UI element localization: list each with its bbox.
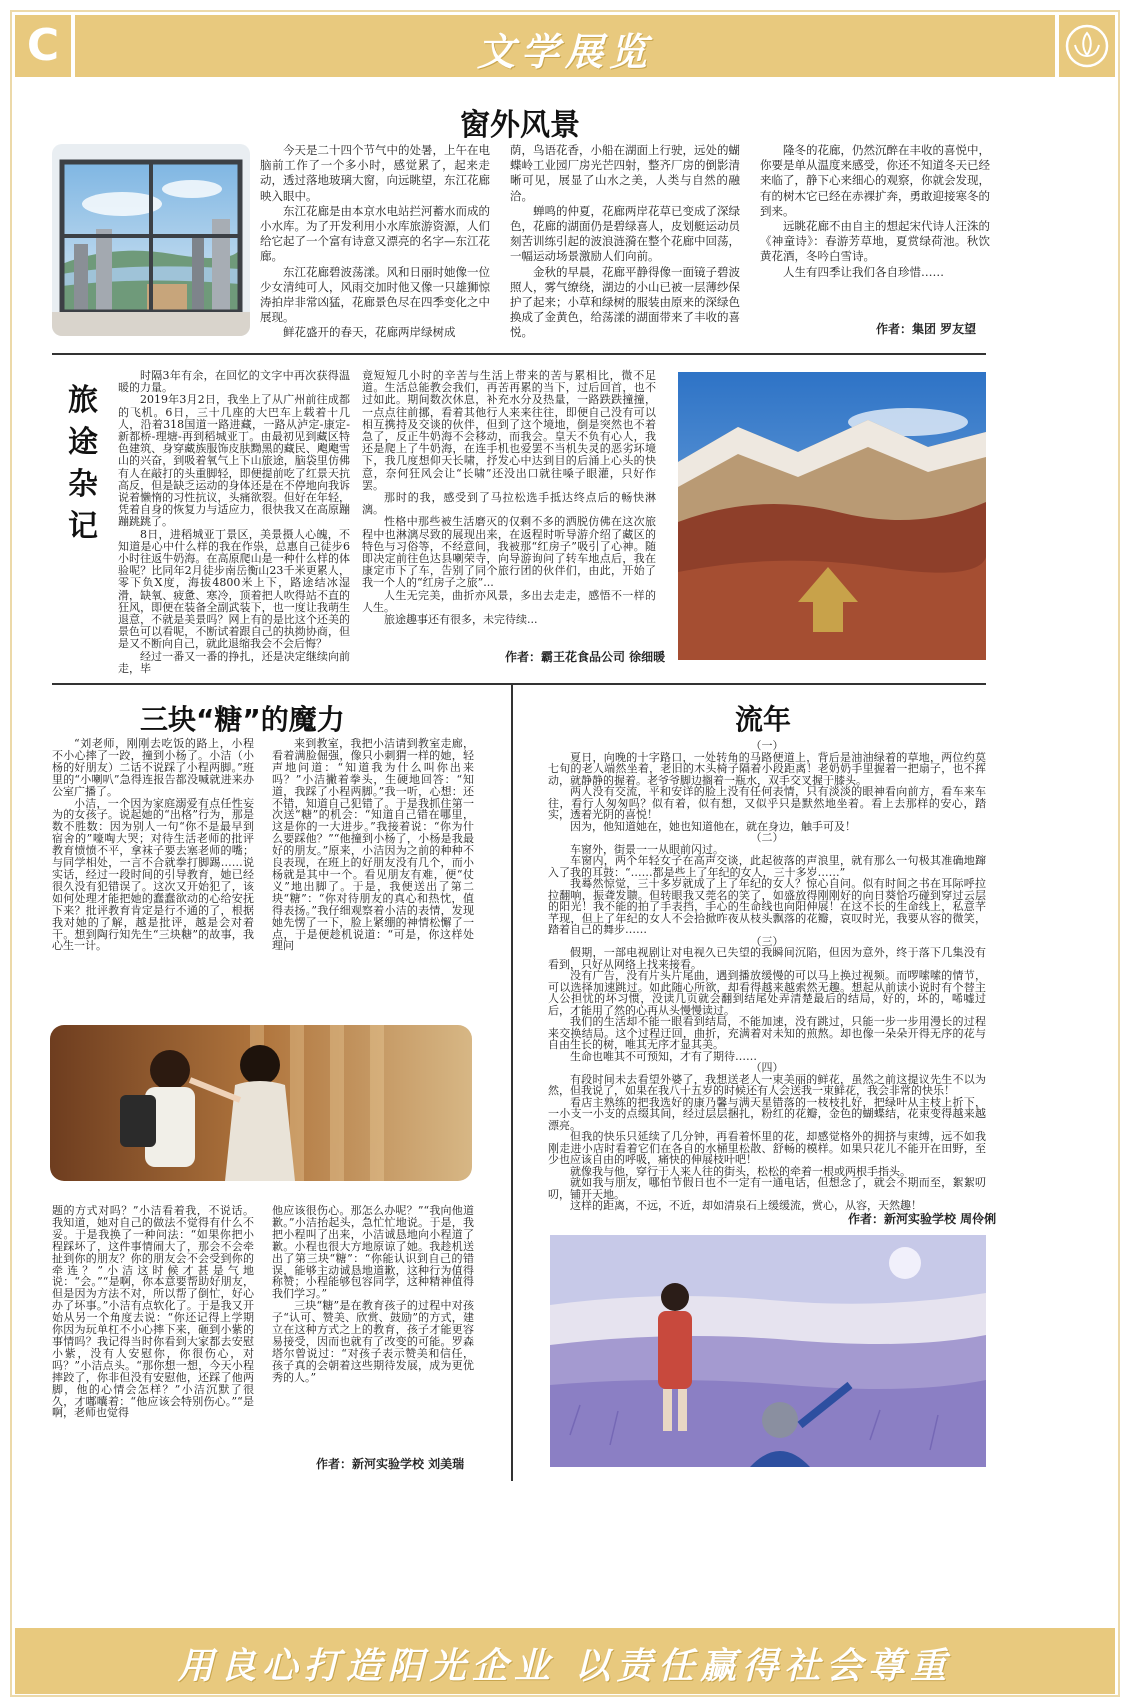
article2-title: 旅途杂记 (68, 383, 98, 544)
paragraph: 今天是二十四个节气中的处暑，上午在电脑前工作了一个多小时，感觉累了，起来走动，透过落地玻璃大窗，向远眺望，东江花廊映入眼中。 (260, 143, 490, 203)
paragraph: 性格中那些被生活磨灭的仅剩不多的洒脱仿佛在这次旅程中也淋漓尽致的展现出来，在返程时听导游介绍了藏区的特色与习俗等，不经意间，我被那“红房子”吸引了心神。随即决定前往色达县喇荣寺，向导游询问了转车地点后，我在康定市下了车，告别了同个旅行团的伙伴们，由此，开始了我一个人的“红房子之旅”... (362, 515, 656, 590)
article2-col1 (118, 370, 350, 675)
article4-body (548, 740, 986, 1212)
paragraph: 蝉鸣的仲夏，花廊两岸花草已变成了深绿色，花廊的湖面仍是碧绿喜人，皮划艇运动员刻苦训练引起的波浪涟漪在整个花廊中回荡，一幅运动场景激励人们向前。 (510, 203, 740, 264)
tibet-red-houses-photo (678, 372, 986, 660)
column-divider (511, 683, 513, 1481)
article1-title: 窗外风景 (460, 108, 580, 143)
divider (52, 683, 986, 685)
article1-col1 (260, 143, 490, 341)
article2-col2 (362, 370, 656, 626)
window-view-photo (52, 144, 250, 336)
section-badge: C (15, 15, 71, 77)
paragraph: 荫，鸟语花香，小船在湖面上行驶，远处的蝴蝶岭工业园厂房光芒四射，整齐厂房的倒影清晰可见，展显了山水之美，人类与自然的融洽。 (510, 143, 740, 203)
paragraph: 来到教室，我把小洁请到教室走廊，看着满脸倔强，像只小刺猬一样的她，轻声地问道：“知道我为什么叫你出来吗？”小洁撇着拳头，生硬地回答：“知道，我踩了小程两脚。”我一听，心想：还不错，知道自己犯错了。于是我抓住第一次送“糖”的机会：“知道自己错在哪里，这是你的一大进步。”我接着说：“你为什么要踩他？”“他撞到小杨了，小杨是我最好的朋友。”原来，小洁因为之前的种种不良表现，在班上的好朋友没有几个，而小杨就是其中一个。看见朋友有难，便“仗义”地出脚了。于是，我便送出了第二块“糖”：“你对待朋友的真心和热忱，值得表扬。”我仔细观察着小洁的表情，发现她先愣了一下，脸上紧绷的神情松懈了一点，于是便趁机说道：“可是，你这样处理问 (272, 737, 474, 953)
header-band (75, 15, 1055, 77)
paragraph: 夏日，向晚的十字路口，一处转角的马路便道上，背后是油油绿着的草地，两位约莫七旬的老人端然坐着，老旧的木头椅子隔着小段距离！老奶奶手里握着一把扇子，也不挥动，就静静的握着。老爷爷脚边搁着一瓶水，双手交叉握于膝头。 (548, 750, 986, 787)
paragraph: 他应该很伤心。那怎么办呢？”“我向他道歉。”小洁抬起头，急忙忙地说。于是，我把小程叫了出来，小洁诚恳地向小程道了歉。小程也很大方地原谅了她。我趁机送出了第三块“糖”：“你能认识到自己的错误，能够主动诚恳地道歉，这种行为值得称赞；小程能够包容同学，这种精神值得我们学习。” (272, 1204, 474, 1301)
paragraph: 小洁，一个因为家庭溺爱有点任性妄为的女孩子。说起她的“出格”行为，那是数不胜数：因为别人一句“你不是最早到宿舍的”嚎啕大哭；对待生活老师的批评教育愤愤不平，拿袜子要去塞老师的嘴；与同学相处，一言不合就拳打脚踢……说实话，经过一段时间的引导教育，她已经很久没有犯错误了。这次又开始犯了，该如何处理才能把她的蠢蠢欲动的心给安抚下来？批评教育肯定是行不通的了，根据我对她的了解，越是批评，越是会对着干。想到陶行知先生“三块糖”的故事，我心生一计。 (52, 796, 254, 953)
paragraph: 三块“糖”是在教育孩子的过程中对孩子“认可、赞美、欣赏、鼓励”的方式，建立在这种方式之上的教育，孩子才能更容易接受，因而也就有了改变的可能。罗森塔尔曾说过：“对孩子表示赞美和信任，孩子真的会朝着这些期待发展，成为更优秀的人。” (272, 1299, 474, 1384)
paragraph: 隆冬的花廊，仍然沉醉在丰收的喜悦中，你要是单从温度来感受，你还不知道冬天已经来临了，静下心来细心的观察，你就会发现，有的树木它已经在赤裸扩奔，勇敢迎接寒冬的到来。 (760, 143, 990, 218)
lavender-field-illustration (550, 1235, 986, 1467)
paragraph: 人生无完美，曲折亦风景，多出去走走，感悟不一样的人生。 (362, 588, 656, 614)
paragraph: 但我的快乐只延续了几分钟，再看着怀里的花，却感觉格外的拥挤与束缚，远不如我刚走进小店时看着它们在各自的水桶里松散、舒畅的模样。如果只花儿不能开在田野，至少也应该自由的呼吸，痛快的伸展枝叶吧！ (548, 1130, 986, 1166)
paragraph: 时隔3年有余，在回忆的文字中再次获得温暖的力量。 (118, 369, 350, 395)
footer-slogan: 用良心打造阳光企业 以责任赢得社会尊重 (177, 1645, 953, 1687)
page-title: 文学展览 (476, 29, 653, 74)
page-footer (15, 1628, 1115, 1694)
article1-col2 (510, 143, 740, 341)
paragraph: 远眺花廊不由自主的想起宋代诗人汪洙的《神童诗》：春游芳草地，夏赏绿荷池。秋饮黄花酒，冬吟白雪诗。 (760, 219, 990, 264)
page-header (15, 15, 1115, 77)
paragraph: 就如我与朋友，哪怕节假日也不一定有一通电话，但想念了，就会不期而至，絮絮叨叨，铺开天地。 (548, 1176, 986, 1201)
paragraph: 东江花廊碧波荡漾。风和日丽时她像一位少女清纯可人，风雨交加时他又像一只雄狮惊涛拍岸非常凶猛，花廊景色尽在四季变化之中展现。 (260, 264, 490, 325)
article4-title: 流年 (735, 703, 792, 736)
paragraph: 题的方式对吗？”小洁看着我，不说话。我知道，她对自己的做法不觉得有什么不妥。于是我换了一种问法：“如果你把小程踩坏了，这件事情闹大了，那会不会牵扯到你的朋友？你的朋友会不会受到你的牵连？”小洁这时候才甚是气地说：“会。”“是啊，你本意要帮助好朋友，但是因为方法不对，所以帮了倒忙，好心办了坏事。”小洁有点软化了。于是我又开始从另一个角度去说：“你还记得上学期你因为玩单杠不小心摔下来，砸到小紫的事情吗？我记得当时你看到大家都去安慰小紫，没有人安慰你，你很伤心，对吗？”小洁点头。“那你想一想，今天小程摔跤了，你非但没有安慰他，还踩了他两脚，他的心情会怎样？”小洁沉默了很久，才嘟囔着：“他应该会特别伤心。”“是啊，老师也觉得 (52, 1204, 254, 1420)
paragraph: 经过一番又一番的挣扎，还是决定继续向前走，毕 (118, 649, 350, 675)
paragraph: 2019年3月2日，我坐上了从广州前往成都的飞机。6日，三十几座的大巴车上载着十几人，沿着318国道一路进藏，一路从泸定-康定-新都桥-理塘-再到稻城亚丁。由最初见到藏区特色建筑、身穿藏族服饰皮肤黝黑的藏民、飑飑雪山的兴奋，到吸着氧气上下山旅途，脑袋里仿佛有人在敲打的头重脚轻，即便提前吃了红景天抗高反，但是缺乏运动的身体还是在不停地向我诉说着懒惰的习性抗议，头痛欲裂。但好在年轻，凭着自身的恢复力与适应力，很快我又在高原蹦蹦跳跳了。 (118, 393, 350, 529)
paragraph: 东江花廊是由本京水电站拦河蓄水而成的小水库。为了开发利用小水库旅游资源，人们给它起了一个富有诗意又漂亮的名字—东江花廊。 (260, 203, 490, 264)
article2-author: 作者：霸王花食品公司 徐细暖 (505, 650, 666, 664)
article3-col2 (272, 738, 474, 952)
section-number: （四） (750, 1061, 784, 1074)
paragraph: 金秋的早晨，花廊平静得像一面镜子碧波照人，雾气缭绕，湖边的小山已被一层薄纱保护了起来；小草和绿树的服装由原来的深绿色换成了金黄色，给荡漾的湖面带来了丰收的喜悦。 (510, 264, 740, 340)
paragraph: 没有广告，没有片头片尾曲，遇到播放缓慢的可以马上换过视频。而啰嗦嗦的情节，可以选择加速跳过。如此随心所欲，却看得越来越索然无趣。想起从前读小说时有个替主人公担忧的坏习惯，没读几页就会翻到结尾处弄清楚最后的结局，好的，坏的，唏嘘过后，才能用了然的心再从头慢慢读过。 (548, 969, 986, 1017)
paragraph: 车窗内，两个年轻女子在高声交谈，此起彼落的声浪里，就有那么一句极其准确地蹿入了我的耳鼓：“……都是些上了年纪的女人，三十多岁……” (548, 854, 986, 879)
paragraph: 旅途趣事还有很多，未完待续... (384, 613, 538, 627)
teacher-student-photo (50, 1025, 472, 1181)
paragraph: 那时的我，感受到了马拉松选手抵达终点后的畅快淋漓。 (362, 491, 656, 517)
paragraph: 两人没有交流，平和安详的脸上没有任何表情，只有淡淡的眼神看向前方，看车来车往，看行人匆匆吗？似有着，似有想，又似乎只是默然地坐着。看上去那样的安心，踏实，透着光阴的喜悦！ (548, 785, 986, 821)
article3-title: 三块“糖”的魔力 (140, 703, 345, 736)
section-number: （二） (750, 831, 784, 844)
article3-col4 (272, 1205, 474, 1384)
paragraph: 这样的距离，不远，不近，却如清泉石上缓缓流，赏心，从容，天然趣！ (570, 1199, 922, 1212)
article3-author: 作者：新河实验学校 刘美瑞 (316, 1457, 465, 1471)
paragraph: 我蓦然惊觉，三十多岁就成了上了年纪的女人？惊心自问。似有时间之书在耳际呼拉拉翻响，振聋发聩。但转眼我又莞名的笑了，如盛放得刚刚好的向日葵恰巧碰到穿过云层的阳光！我不能的拍了手表挡，手心的生命线也向阳伸展！在这不长的生命线上，私意芊芊现，但上了年纪的女人不会拾掀昨夜从枝头飘落的花瓣，哀叹时光，我要从容的微笑，踏着自己的舞步…… (548, 877, 986, 936)
paragraph: 生命也唯其不可预知，才有了期待…… (570, 1049, 757, 1063)
article4-author: 作者：新河实验学校 周伶俐 (848, 1212, 997, 1226)
article3-col1 (52, 738, 254, 952)
paragraph: 因为，他知道她在，她也知道他在，就在身边，触手可及！ (570, 819, 856, 833)
paragraph: 人生有四季让我们各自珍惜…… (783, 264, 944, 279)
paragraph: 就像我与他，穿行于人来人往的街头，松松的牵着一根或两根手指头。 (570, 1164, 911, 1178)
paragraph: 车窗外，街景一一从眼前闪过。 (570, 842, 724, 856)
paragraph: 有段时间未去看望外婆了，我想送老人一束美丽的鲜花，虽然之前这提议先生不以为然，但我说了，如果在我八十五岁的时候还有人会送我一束鲜花，我会非常的快乐！ (548, 1072, 986, 1097)
lotus-logo-icon (1059, 15, 1115, 77)
article1-col3 (760, 143, 990, 280)
paragraph: 8日，进稻城亚丁景区，美景摄人心魄，不知道是心中什么样的我在作祟，总惠自己徒步6小时往返牛奶海。在高原爬山是一种什么样的体验呢？比同年2月徒步南岳衡山23千米更累人，零下负X度，海拔4800米上下，路途结冰湿滑，缺氧、疲惫、寒冷，顶着把人吹得站不直的狂风，即便在装备全副武装下，也一度让我萌生退意，不就是美景吗？网上有的是比这个还美的景色可以看呢，不断试着跟自己的执拗协商，但是又不断向自己，就此退缩我会不会后悔？ (118, 527, 350, 651)
paragraph: 我们的生活却不能一眼看到结局，不能加速，没有跳过，只能一步一步用漫长的过程来交换结局。这个过程迂回，曲折，充满着对未知的煎熬。却也像一朵朵开得无序的花与自由生长的树，唯其无序才显其美。 (548, 1015, 986, 1051)
paragraph: 看店主熟练的把我选好的康乃馨与满天星错落的一枝枝扎好，把绿叶从主枝上折下，一小支一小支的点缀其间，经过层层捆扎，粉红的花瓣，金色的蝴蝶结，花束变得越来越漂亮。 (548, 1095, 986, 1132)
section-number: （三） (750, 934, 784, 948)
divider (52, 353, 986, 355)
article1-author: 作者：集团 罗友望 (876, 322, 977, 336)
section-number: （一） (750, 739, 784, 752)
article3-col3 (52, 1205, 254, 1419)
paragraph: 鲜花盛开的春天，花廊两岸绿树成 (283, 325, 456, 340)
paragraph: 竟短短几小时的辛苦与生活上带来的苦与累相比，微不足道。生活总能教会我们，再苦再累的当下，过后回首，也不过如此。期间数次休息，补充水分及热量，一路跌跌撞撞，一点点往前挪，看着其他行人来来往往，即便自己没有可以相互携持及交谈的伙伴，但到了这个境地，倒是突然也不着急了，反正牛奶海不会移动，而我会。皇天不负有心人，我还是爬上了牛奶海，在连手机也爱罢不当机失灵的恶劣环境下，我几度想仰天长啸，抒发心中达到目的后涌上心头的快意，奈何狂风会让“长啸”还没出口就往嗓子眼灌，只好作罢。 (362, 369, 656, 492)
paragraph: “刘老师，刚刚去吃饭的路上，小程不小心摔了一跤，撞到小杨了。小洁（小杨的好朋友）二话不说踩了小程两脚。”班里的“小喇叭”急得连报告都没喊就进来办公室广播了。 (52, 737, 254, 798)
paragraph: 假期，一部电视剧让对电视久已失望的我瞬间沉陷，但因为意外，终于落下几集没有看到，只好从网络上找来接看。 (548, 946, 986, 971)
